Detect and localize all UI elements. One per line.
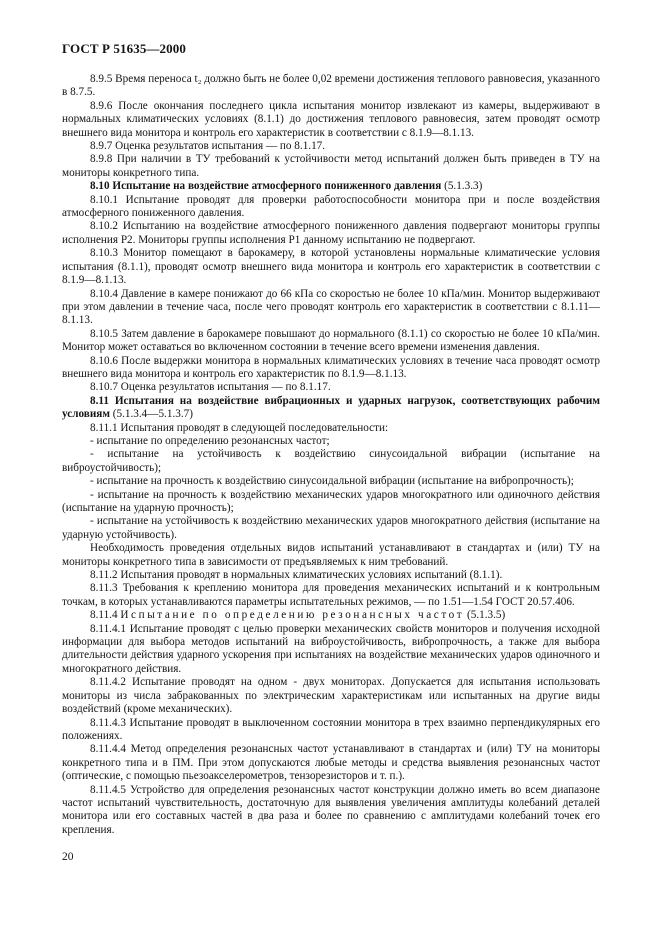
paragraph-8-10-2: 8.10.2 Испытанию на воздействие атмосферного пониженного давления подвергают мониторы группы исполнения Р2. Мониторы группы исполнения Р1 данному испытанию не подвергают. [62, 220, 600, 246]
paragraph-8-10-4: 8.10.4 Давление в камере понижают до 66 кПа со скоростью не более 10 кПа/мин. Монитор выдерживают при этом давлении в течение часа, после чего проводят контроль его характеристик в соответствии с 8.1.11—8.1.13. [62, 287, 600, 327]
list-item: - испытание на устойчивость к воздействию синусоидальной вибрации (испытание на виброустойчивость); [62, 448, 600, 474]
paragraph-8-11-1: 8.11.1 Испытания проводят в следующей последовательности: [90, 421, 389, 434]
paragraph-8-11-4-2: 8.11.4.2 Испытание проводят на одном - двух мониторах. Допускается для испытания использовать мониторы из числа забракованных по электрическим характеристикам или испытанных на другие виды воздействий (кроме механических). [62, 676, 600, 716]
paragraph-8-11-3: 8.11.3 Требования к креплению монитора для проведения механических испытаний и к контрольным точкам, в которых устанавливаются параметры испытательных режимов, — по 1.51—1.54 ГОСТ 20.57.406. [62, 582, 600, 608]
list-item: - испытание на прочность к воздействию механических ударов многократного или одиночного действия (испытание на ударную прочность); [62, 488, 600, 514]
document-header: ГОСТ Р 51635—2000 [62, 41, 186, 56]
paragraph-8-10-6: 8.10.6 После выдержки монитора в нормальных климатических условиях в течение часа проводят осмотр внешнего вида монитора и контроль его характеристик по 8.1.9—8.1.13. [62, 354, 600, 380]
section-ref-8-10: (5.1.3.3) [441, 180, 483, 193]
section-title-8-10: 8.10 Испытание на воздействие атмосферного пониженного давления [90, 180, 442, 193]
paragraph-necessity: Необходимость проведения отдельных видов испытаний устанавливают в стандартах и (или) ТУ на мониторы конкретного типа в зависимости от предъявляемых к ним требований. [62, 542, 600, 568]
paragraph-8-9-5: 8.9.5 Время переноса t₂ должно быть не более 0,02 времени достижения теплового равновесия, указанного в 8.7.5. [62, 73, 600, 99]
paragraph-8-10-5: 8.10.5 Затем давление в барокамере повышают до нормального (8.1.1) со скоростью не более 10 кПа/мин. Монитор может оставаться во включенном состоянии в течение всего времени изменения давления. [62, 327, 600, 354]
section-ref-8-11: (5.1.3.4—5.1.3.7) [109, 408, 193, 421]
paragraph-8-9-6: 8.9.6 После окончания последнего цикла испытания монитор извлекают из камеры, выдерживают в нормальных климатических условиях (8.1.1) до достижения теплового равновесия, затем проводят осмотр внешнего вида монитора и контроль его характеристик в соответствии с 8.1.9—8.1.13. [62, 99, 600, 139]
paragraph-8-9-8: 8.9.8 При наличии в ТУ требований к устойчивости метод испытаний должен быть приведен в ТУ на мониторы конкретного типа. [62, 153, 600, 179]
document-body [62, 73, 600, 837]
paragraph-8-11-4-5: 8.11.4.5 Устройство для определения резонансных частот конструкции должно иметь во всем диапазоне частот испытаний чувствительность, достаточную для выявления увеличения амплитуды колебаний деталей монитора или его составных частей в два раза и более по сравнению с амплитудами колебаний точек его крепления. [62, 783, 600, 836]
subsection-number-8-11-4: 8.11.4 [90, 609, 121, 622]
list-item: - испытание на устойчивость к воздействию механических ударов многократного действия (испытание на ударную устойчивость). [62, 515, 600, 541]
paragraph-8-11-2: 8.11.2 Испытания проводят в нормальных климатических условиях испытаний (8.1.1). [90, 569, 503, 582]
paragraph-8-9-7: 8.9.7 Оценка результатов испытания — по 8.1.17. [90, 140, 326, 153]
paragraph-8-10-7: 8.10.7 Оценка результатов испытания — по 8.1.17. [90, 381, 331, 394]
paragraph-8-11-4-4: 8.11.4.4 Метод определения резонансных частот устанавливают в стандартах и (или) ТУ на мониторы конкретного типа и в ПМ. При этом допускаются любые методы и средства выявления резонансных частот (оптические, с помощью пьезоакселерометров, тензорезисторов и т. п.). [62, 743, 600, 783]
page-number: 20 [62, 851, 74, 863]
section-title-8-11: 8.11 Испытания на воздействие вибрационных и ударных нагрузок, соответствующих рабочим условиям [62, 394, 600, 421]
list-item: - испытание по определению резонансных частот; [90, 434, 330, 447]
subsection-title-8-11-4: Испытание по определению резонансных частот [120, 609, 465, 622]
paragraph-8-11-4-1: 8.11.4.1 Испытание проводят с целью проверки механических свойств мониторов и получения исходной информации для выбора методов испытаний на виброустойчивость, вибропрочность, а также для выбора длительности действия ударного ускорения при испытаниях на воздействие механических ударов одиночного и многократного действия. [62, 622, 600, 675]
section-heading-8-11 [62, 395, 600, 422]
section-heading-8-10 [62, 180, 600, 193]
subsection-ref-8-11-4: (5.1.3.5) [464, 609, 506, 622]
paragraph-8-10-1: 8.10.1 Испытание проводят для проверки работоспособности монитора при и после воздействия атмосферного пониженного давления. [62, 193, 600, 220]
paragraph-8-11-4-3: 8.11.4.3 Испытание проводят в выключенном состоянии монитора в трех взаимно перпендикулярных его положениях. [62, 716, 600, 742]
list-item: - испытание на прочность к воздействию синусоидальной вибрации (испытание на вибропрочность); [90, 475, 574, 488]
subsection-heading-8-11-4 [62, 609, 600, 622]
paragraph-8-10-3: 8.10.3 Монитор помещают в барокамеру, в которой установлены нормальные климатические условия испытания (8.1.1), проводят осмотр внешнего вида монитора и контроль его характеристик в соответствии с 8.1.9—8.1.13. [62, 247, 600, 287]
